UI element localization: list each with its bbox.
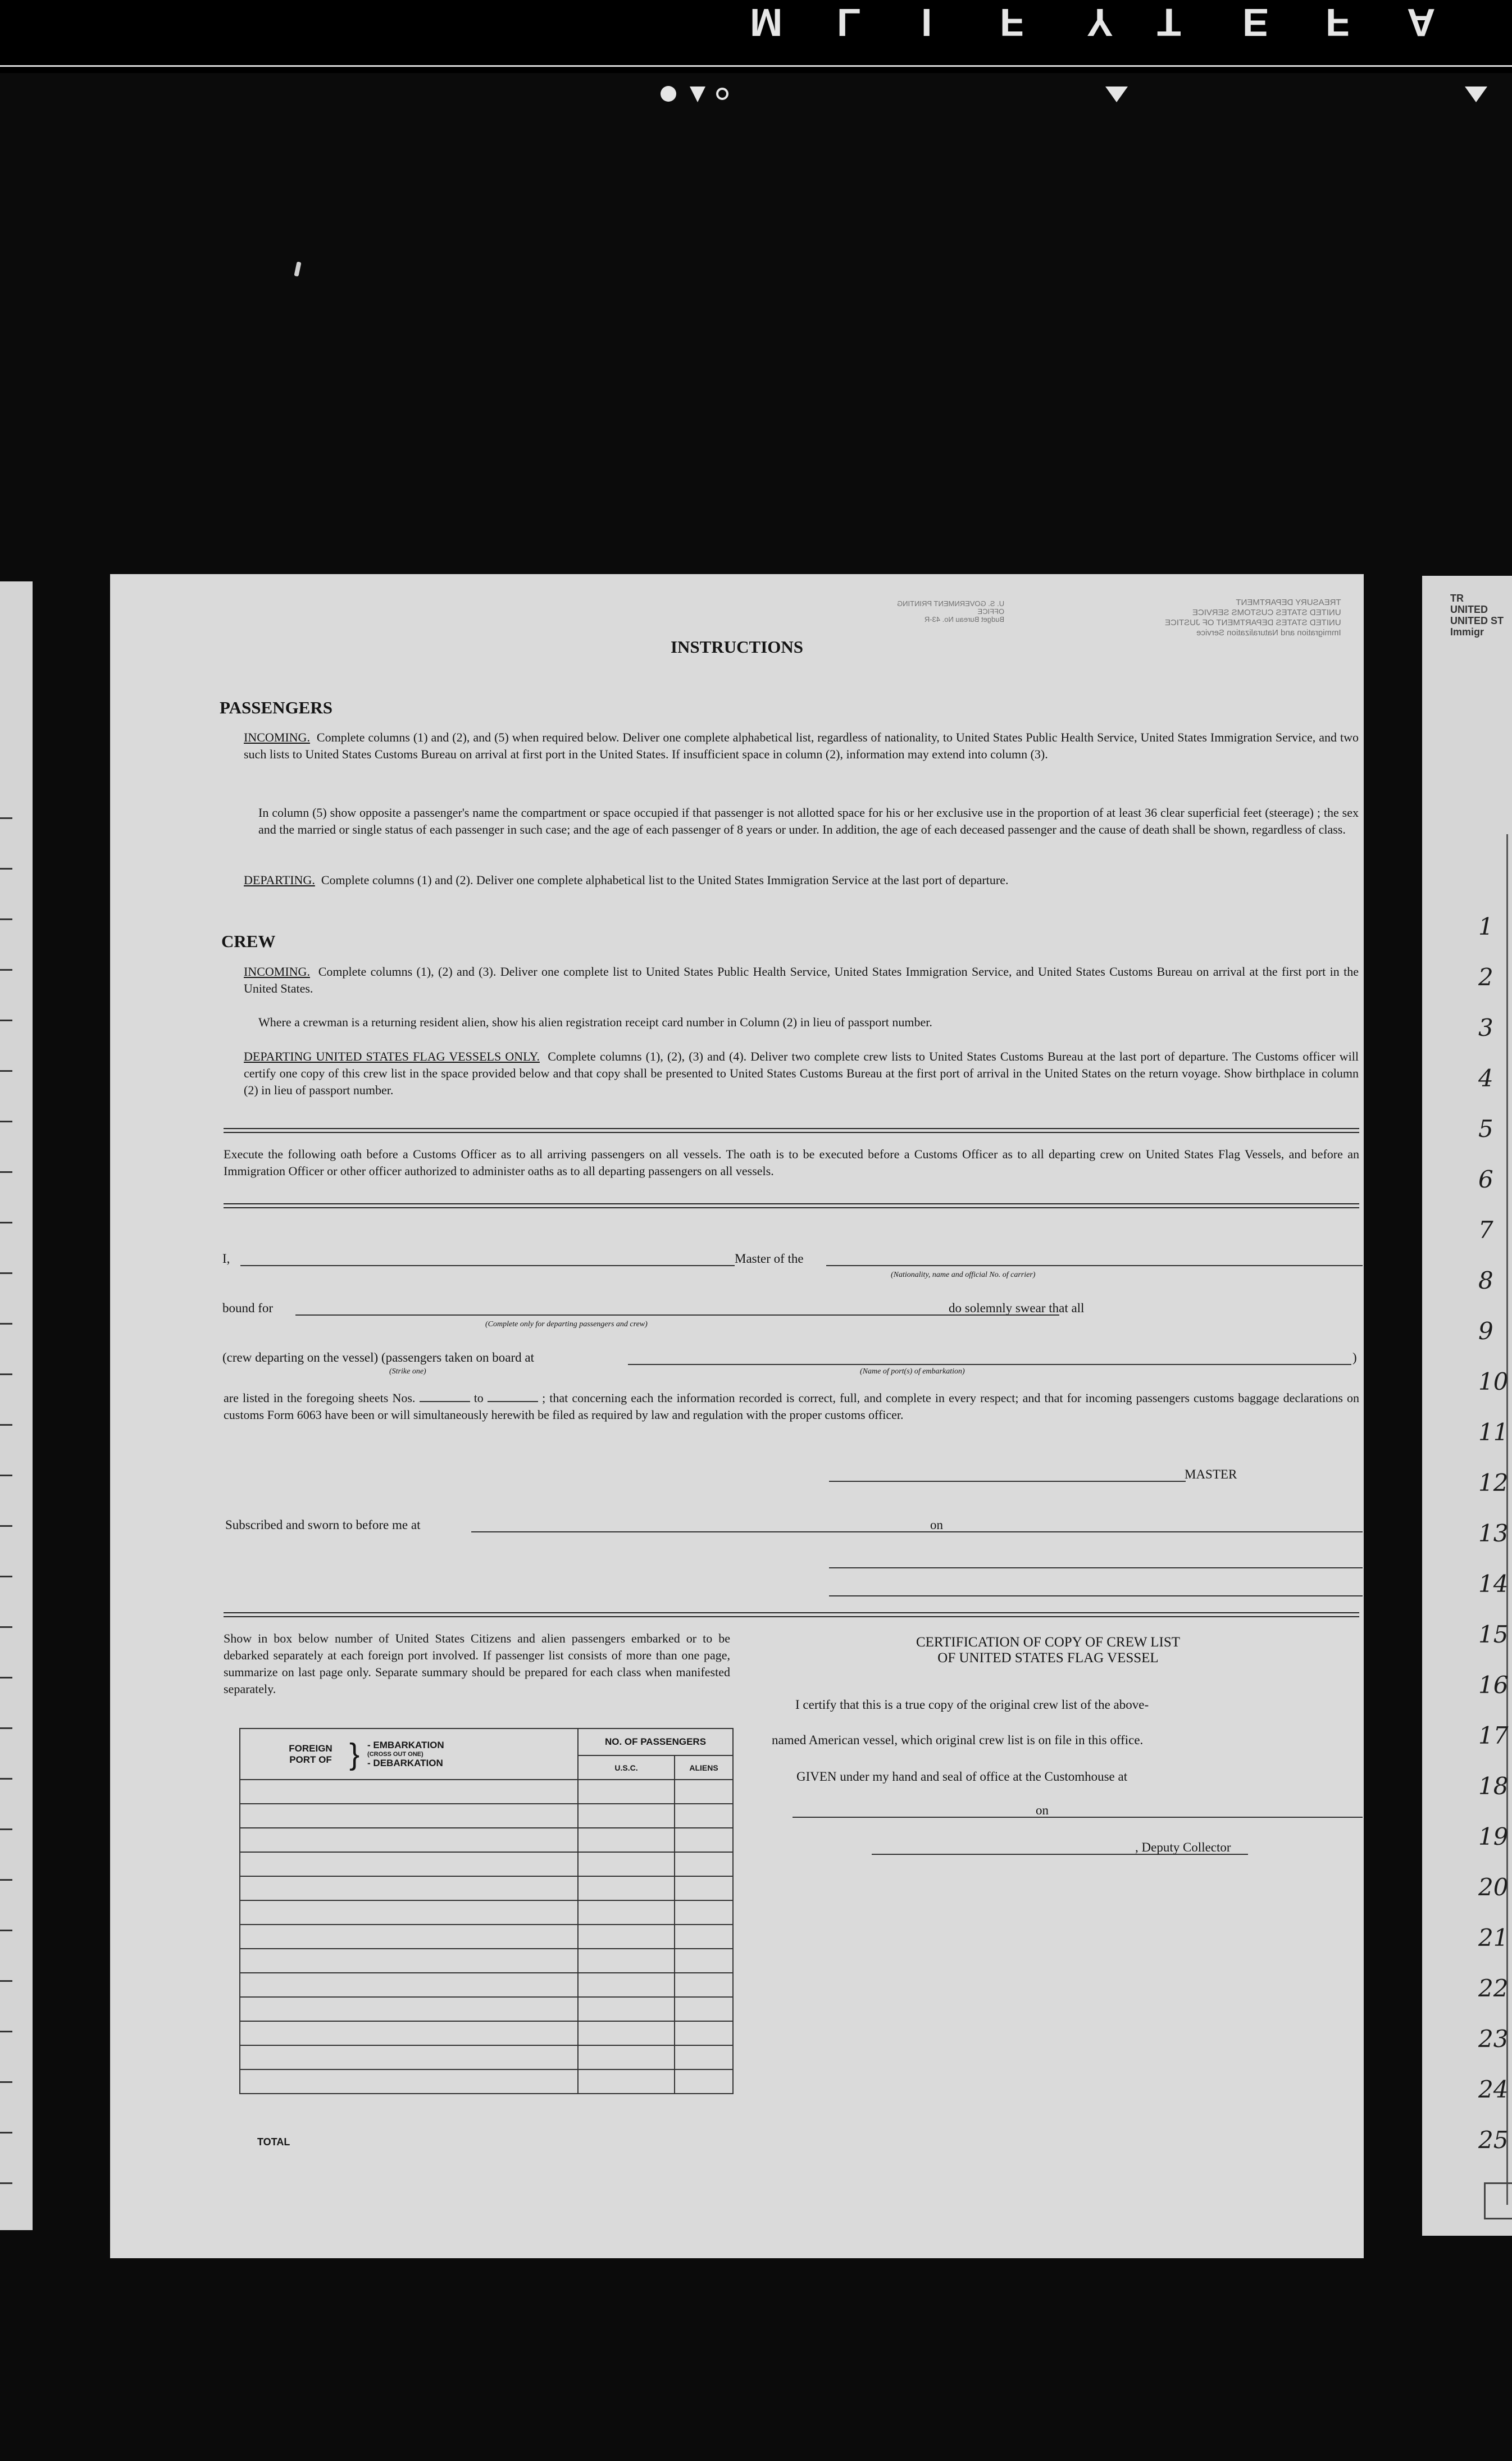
carrier-field[interactable] [826, 1265, 1363, 1266]
table-row [240, 1852, 733, 1876]
film-letter: M [750, 1, 783, 44]
row-number: 2 [1478, 963, 1493, 991]
row-number: 7 [1478, 1216, 1493, 1244]
film-edge-rule [0, 65, 1512, 67]
aliens-cell[interactable] [675, 1876, 733, 1900]
aliens-cell[interactable] [675, 1852, 733, 1876]
film-letter: I [921, 1, 932, 44]
usc-cell[interactable] [578, 1852, 675, 1876]
corner-box [1484, 2182, 1512, 2219]
row-number: 23 [1478, 2025, 1509, 2053]
bound-for-label: bound for [222, 1301, 274, 1315]
row-number: 12 [1478, 1469, 1509, 1496]
row-number: 24 [1478, 2076, 1509, 2103]
section-divider [224, 1128, 1359, 1133]
sheets-to-label: to [473, 1391, 484, 1405]
port-cell[interactable] [240, 1997, 578, 2021]
aliens-total-cell[interactable] [675, 2069, 733, 2094]
total-label: TOTAL [257, 2136, 290, 2148]
embarkation-label: - EMBARKATION [367, 1739, 444, 1750]
sheet-tick [0, 1020, 12, 1021]
row-number: 19 [1478, 1823, 1509, 1850]
passengers-heading: PASSENGERS [220, 698, 333, 717]
embark-debark-labels [367, 1740, 444, 1769]
form-number-line: OFFICE [977, 607, 1004, 616]
aliens-cell[interactable] [675, 2045, 733, 2069]
aliens-cell[interactable] [675, 1973, 733, 1997]
column5-instructions: In column (5) show opposite a passenger's name the compartment or space occupied if that passenger is not allotted space for his or her exclusive use in the proportion of at least 36 clear superficial feet (steerage) ; the sex and the married or single status of each passenger in such case; and the age of each passenger of 8 years or under. In addition, the age of each deceased passenger and the cause of death shall be shown, regardless of class. [258, 806, 1359, 836]
ports-field[interactable] [628, 1364, 1351, 1365]
port-cell[interactable] [240, 1828, 578, 1852]
crew-departing-text: Complete columns (1), (2), (3) and (4). Deliver two complete crew lists to United States Customs Bureau at the last port of departure. The Customs officer will certify one copy of this crew list in the space provided below and that copy shall be presented to United States Customs Bureau at the first port of arrival in the United States on the return voyage. Show birthplace in column (2) in lieu of passport number. [244, 1049, 1359, 1097]
sheet-tick [0, 2132, 12, 2134]
sheet-tick [0, 1424, 12, 1426]
certify-text-2: named American vessel, which original crew list is on file in this office. [772, 1733, 1144, 1747]
crew-heading: CREW [221, 931, 276, 951]
usc-cell[interactable] [578, 1949, 675, 1973]
film-edge-lettering [0, 0, 1512, 65]
no-passengers-header: NO. OF PASSENGERS [578, 1728, 733, 1755]
aliens-cell[interactable] [675, 2021, 733, 2045]
row-number: 22 [1478, 1975, 1509, 2002]
strike-caption: (Strike one) [389, 1367, 426, 1376]
table-row [240, 2021, 733, 2045]
subscribed-label: Subscribed and sworn to before me at [225, 1518, 421, 1532]
triangle-icon [1101, 80, 1135, 108]
master-label: MASTER [1185, 1467, 1237, 1481]
sheet-tick [0, 1727, 12, 1729]
aliens-cell[interactable] [675, 1925, 733, 1949]
debarkation-label: - DEBARKATION [367, 1757, 443, 1768]
port-cell[interactable] [240, 1876, 578, 1900]
sworn-place-field[interactable] [471, 1531, 1027, 1532]
row-number: 1 [1478, 913, 1493, 940]
stamp-line: UNITED STATES DEPARTMENT OF JUSTICE [1165, 618, 1341, 627]
sheet-tick [0, 1323, 12, 1325]
ports-caption: (Name of port(s) of embarkation) [860, 1367, 965, 1376]
sheet-tick [0, 2182, 12, 2184]
master-of-label: Master of the [735, 1252, 804, 1266]
crew-departing-label: DEPARTING UNITED STATES FLAG VESSELS ONLY. [244, 1049, 540, 1063]
table-row [240, 1949, 733, 1973]
triangle-icon [1460, 80, 1494, 108]
row-number: 3 [1478, 1014, 1493, 1041]
film-letter: T [1157, 1, 1181, 44]
master-name-field[interactable] [240, 1265, 735, 1266]
usc-header: U.S.C. [578, 1755, 675, 1780]
officer-signature-field[interactable] [829, 1567, 1363, 1568]
form-number-line: Budget Bureau No. 43-R [924, 615, 1004, 624]
film-letter: Y [1087, 1, 1113, 44]
sworn-date-field[interactable] [951, 1531, 1363, 1532]
row-number: 16 [1478, 1671, 1509, 1699]
sworn-on-label: on [930, 1518, 943, 1532]
port-cell[interactable] [240, 1900, 578, 1925]
carrier-caption: (Nationality, name and official No. of carrier) [891, 1271, 1036, 1279]
close-paren: ) [1352, 1350, 1357, 1364]
table-row [240, 1876, 733, 1900]
port-cell[interactable] [240, 2021, 578, 2045]
film-symbols-icon [656, 80, 735, 108]
port-cell[interactable] [240, 1925, 578, 1949]
row-number: 17 [1478, 1722, 1509, 1749]
table-row [240, 1973, 733, 1997]
total-label-cell [240, 2069, 578, 2094]
sheet-tick [0, 1475, 12, 1476]
passengers-incoming [244, 729, 1359, 763]
total-row [240, 2069, 733, 2094]
instruction-sheet [110, 574, 1364, 2258]
instructions-title: INSTRUCTIONS [670, 637, 803, 657]
usc-cell[interactable] [578, 1925, 675, 1949]
row-number: 13 [1478, 1520, 1509, 1547]
departing-text: Complete columns (1) and (2). Deliver one complete alphabetical list to the United States Immigration Service at the last port of departure. [321, 873, 1009, 887]
certification-title-line1: CERTIFICATION OF COPY OF CREW LIST [916, 1635, 1181, 1650]
sheet-tick [0, 1626, 12, 1628]
crew-passengers-label: (crew departing on the vessel) (passengers taken on board at [222, 1350, 534, 1364]
table-row [240, 1925, 733, 1949]
stamp-line: UNITED STATES CUSTOMS SERVICE [1192, 608, 1341, 617]
bound-for-field[interactable] [295, 1314, 1059, 1316]
usc-cell[interactable] [578, 1876, 675, 1900]
passengers-departing [244, 872, 1359, 889]
crew-incoming-label: INCOMING. [244, 965, 310, 979]
sheet-from-field[interactable] [420, 1401, 470, 1402]
usc-cell[interactable] [578, 1900, 675, 1925]
section-divider [224, 1203, 1359, 1208]
certification-title-line2: OF UNITED STATES FLAG VESSEL [937, 1650, 1159, 1666]
aliens-cell[interactable] [675, 1997, 733, 2021]
table-row [240, 1828, 733, 1852]
cross-out-label: (CROSS OUT ONE) [367, 1750, 423, 1758]
master-signature-field[interactable] [829, 1481, 1186, 1482]
table-row [240, 1997, 733, 2021]
stamp-line: TREASURY DEPARTMENT [1236, 598, 1341, 607]
port-cell[interactable] [240, 1804, 578, 1828]
crew-resident-note: Where a crewman is a returning resident alien, show his alien registration receipt card number in Column (2) in lieu of passport number. [258, 1015, 932, 1029]
passenger-summary-table [239, 1728, 734, 2094]
sheet-tick [0, 1070, 12, 1072]
sheet-tick [0, 1677, 12, 1678]
sheet-tick [0, 2081, 12, 2083]
film-speck [294, 261, 301, 276]
deputy-collector-label: , Deputy Collector [1135, 1840, 1231, 1854]
cert-date-field[interactable] [1056, 1817, 1363, 1818]
row-number: 4 [1478, 1065, 1493, 1092]
sheets-statement [224, 1390, 1359, 1423]
port-header-group [280, 1739, 577, 1769]
crew-incoming [244, 963, 1359, 997]
row-number: 6 [1478, 1166, 1493, 1193]
bleed-through-form-number [897, 600, 1004, 624]
usc-cell[interactable] [578, 1780, 675, 1804]
port-cell[interactable] [240, 1973, 578, 1997]
sheet-tick [0, 1222, 12, 1223]
row-number: 9 [1478, 1317, 1493, 1345]
film-letter: E [1242, 1, 1269, 44]
usc-cell[interactable] [578, 2045, 675, 2069]
usc-cell[interactable] [578, 1804, 675, 1828]
table-row [240, 1804, 733, 1828]
cert-on-label: on [1036, 1803, 1049, 1817]
film-edge [0, 0, 1512, 73]
aliens-cell[interactable] [675, 1804, 733, 1828]
port-header [240, 1728, 578, 1780]
usc-cell[interactable] [578, 1997, 675, 2021]
summary-instructions: Show in box below number of United States Citizens and alien passengers embarked or to be debarked separately at each foreign port involved. If passenger list consists of more than one page, summarize on last page only. Separate summary should be prepared for each class when manifested separately. [224, 1631, 730, 1696]
sheet-tick [0, 1778, 12, 1780]
aliens-cell[interactable] [675, 1900, 733, 1925]
aliens-cell[interactable] [675, 1780, 733, 1804]
foreign-port-label: FOREIGN PORT OF [289, 1743, 333, 1765]
row-number: 25 [1478, 2126, 1509, 2154]
usc-total-cell[interactable] [578, 2069, 675, 2094]
sheet-tick [0, 1930, 12, 1931]
usc-cell[interactable] [578, 1973, 675, 1997]
port-cell[interactable] [240, 1780, 578, 1804]
sheet-tick [0, 1373, 12, 1375]
left-adjacent-sheet [0, 581, 33, 2230]
certify-text-1: I certify that this is a true copy of the original crew list of the above- [795, 1698, 1149, 1712]
row-number: 14 [1478, 1570, 1509, 1598]
given-text: GIVEN under my hand and seal of office at the Customhouse at [796, 1769, 1128, 1784]
sheet-tick [0, 868, 12, 870]
right-adjacent-sheet [1422, 576, 1512, 2236]
departing-caption: (Complete only for departing passengers and crew) [485, 1320, 648, 1329]
row-number: 5 [1478, 1115, 1493, 1143]
crew-departing [244, 1048, 1359, 1099]
film-letter: A [1407, 1, 1436, 44]
sheet-tick [0, 969, 12, 971]
row-number: 15 [1478, 1621, 1509, 1648]
sheet-tick [0, 1171, 12, 1173]
oath-intro: Execute the following oath before a Customs Officer as to all arriving passengers on all vessels. The oath is to be executed before a Customs Officer as to all departing crew on United States Flag Vessels, and before an Immigration Officer or other officer authorized to administer oaths as to all departing passengers on all vessels. [224, 1147, 1359, 1178]
form-number-line: U. S. GOVERNMENT PRINTING [896, 599, 1004, 608]
aliens-cell[interactable] [675, 1949, 733, 1973]
aliens-cell[interactable] [675, 1828, 733, 1852]
brace-icon: } [349, 1737, 360, 1771]
sheet-tick [0, 1828, 12, 1830]
section-divider [224, 1612, 1359, 1617]
incoming-text: Complete columns (1) and (2), and (5) when required below. Deliver one complete alphabetical list, regardless of nationality, to United States Public Health Service, United States Immigration Service, and two such lists to United States Customs Bureau on arrival at first port in the United States. If insufficient space in column (2), information may extend into column (3). [244, 730, 1359, 761]
row-number: 18 [1478, 1772, 1509, 1800]
bleed-through-stamp [1165, 598, 1341, 638]
sheet-tick [0, 2031, 12, 2032]
sheet-tick [0, 1525, 12, 1527]
sheet-content [110, 574, 1364, 2258]
usc-cell[interactable] [578, 1828, 675, 1852]
sheets-text: ; that concerning each the information recorded is correct, full, and complete in every respect; and that for incoming passengers customs baggage declarations on customs Form 6063 have been or will simultaneously herewith be filed as required by law and regulation with the proper customs officer. [224, 1391, 1360, 1422]
usc-cell[interactable] [578, 2021, 675, 2045]
crew-incoming-text: Complete columns (1), (2) and (3). Deliver one complete list to United States Public Health Service, United States Immigration Service, and United States Customs Bureau on arrival at the first port in the United States. [244, 965, 1359, 995]
sheets-label: are listed in the foregoing sheets Nos. [224, 1391, 416, 1405]
film-letter: L [837, 1, 861, 44]
officer-title-field[interactable] [829, 1595, 1363, 1596]
table-row [240, 1780, 733, 1804]
sheet-tick [0, 1980, 12, 1982]
certification-title [835, 1635, 1261, 1666]
port-cell[interactable] [240, 2045, 578, 2069]
aliens-header: ALIENS [675, 1755, 733, 1780]
sheet-tick [0, 1121, 12, 1122]
sheet-to-field[interactable] [488, 1401, 538, 1402]
stamp-line: Immigration and Naturalization Service [1196, 628, 1341, 638]
oath-i-label: I, [222, 1252, 230, 1266]
row-number: 8 [1478, 1267, 1493, 1294]
incoming-label: INCOMING. [244, 730, 310, 744]
port-cell[interactable] [240, 1949, 578, 1973]
table-header-row [240, 1728, 733, 1755]
sheet-tick [0, 1576, 12, 1577]
row-number: 11 [1478, 1418, 1509, 1446]
film-letter: F [1326, 1, 1350, 44]
film-letter: F [1000, 1, 1024, 44]
sheet-tick [0, 918, 12, 920]
sheet-tick [0, 1879, 12, 1881]
departing-label: DEPARTING. [244, 873, 315, 887]
swear-label: do solemnly swear that all [949, 1301, 1085, 1315]
row-number: 20 [1478, 1873, 1509, 1901]
row-number: 21 [1478, 1924, 1509, 1951]
right-sheet-header: TR UNITED UNITED ST Immigr [1450, 593, 1504, 638]
row-number: 10 [1478, 1368, 1509, 1395]
port-cell[interactable] [240, 1852, 578, 1876]
table-row [240, 2045, 733, 2069]
sheet-tick [0, 1272, 12, 1274]
sheet-tick [0, 817, 12, 819]
table-row [240, 1900, 733, 1925]
